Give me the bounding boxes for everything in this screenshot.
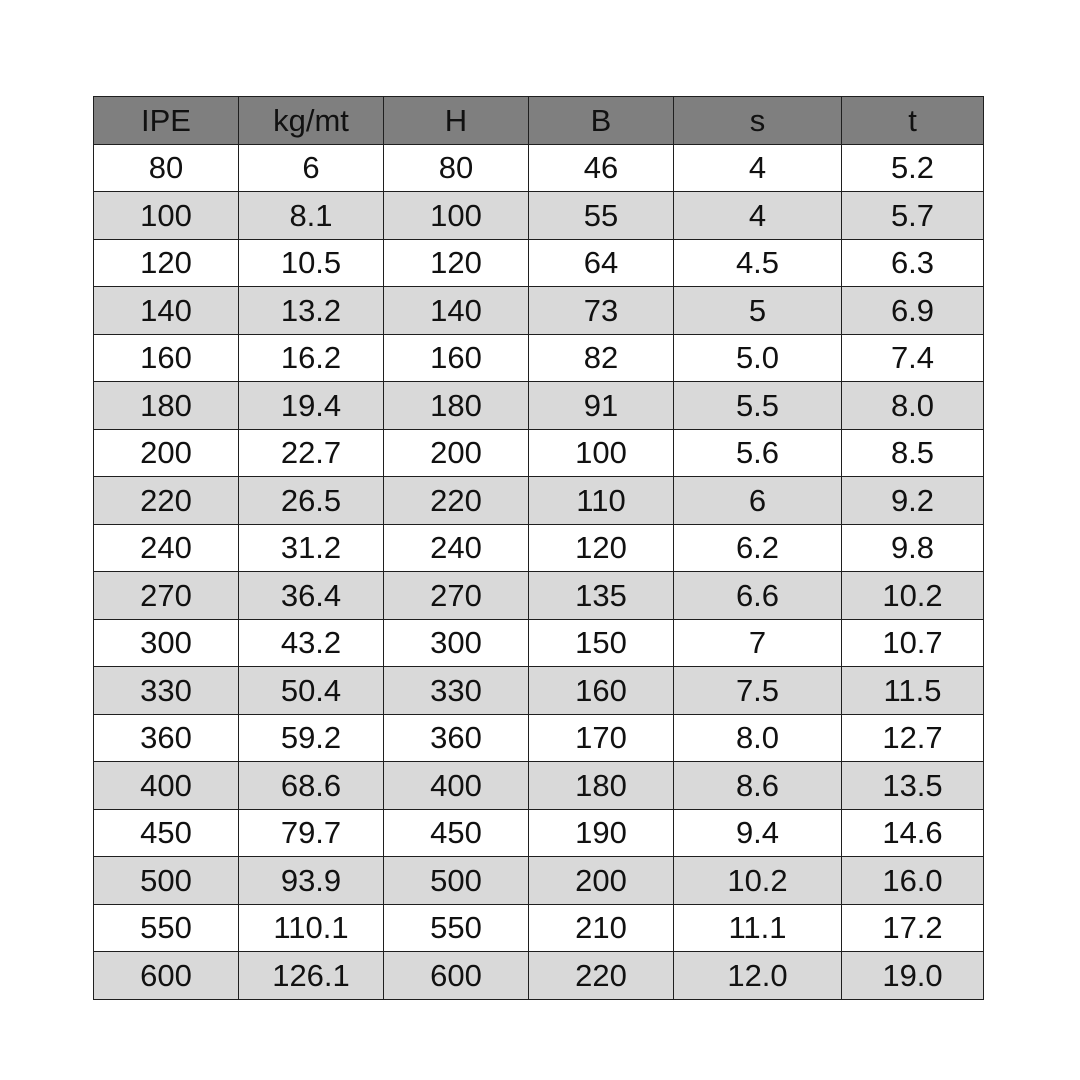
cell-b: 150 xyxy=(529,619,674,667)
table-row xyxy=(94,762,984,810)
cell-s: 5.6 xyxy=(674,429,842,477)
cell-ipe: 140 xyxy=(94,287,239,335)
cell-h: 120 xyxy=(384,239,529,287)
cell-s: 6 xyxy=(674,477,842,525)
cell-h: 220 xyxy=(384,477,529,525)
cell-s: 4 xyxy=(674,144,842,192)
cell-t: 6.3 xyxy=(842,239,984,287)
table-row xyxy=(94,287,984,335)
cell-b: 55 xyxy=(529,192,674,240)
cell-h: 500 xyxy=(384,857,529,905)
cell-b: 64 xyxy=(529,239,674,287)
table-row xyxy=(94,477,984,525)
cell-ipe: 600 xyxy=(94,952,239,1000)
cell-b: 160 xyxy=(529,667,674,715)
cell-h: 100 xyxy=(384,192,529,240)
cell-t: 9.8 xyxy=(842,524,984,572)
table-row xyxy=(94,192,984,240)
cell-s: 7 xyxy=(674,619,842,667)
ipe-profile-table xyxy=(93,96,984,1000)
cell-kg-per-mt: 13.2 xyxy=(239,287,384,335)
cell-s: 5 xyxy=(674,287,842,335)
table-row xyxy=(94,572,984,620)
cell-h: 200 xyxy=(384,429,529,477)
table-row xyxy=(94,619,984,667)
cell-s: 6.2 xyxy=(674,524,842,572)
cell-b: 91 xyxy=(529,382,674,430)
cell-kg-per-mt: 50.4 xyxy=(239,667,384,715)
cell-b: 135 xyxy=(529,572,674,620)
cell-b: 46 xyxy=(529,144,674,192)
cell-t: 7.4 xyxy=(842,334,984,382)
header-s: s xyxy=(674,97,842,145)
cell-h: 160 xyxy=(384,334,529,382)
cell-s: 8.6 xyxy=(674,762,842,810)
cell-ipe: 270 xyxy=(94,572,239,620)
header-h: H xyxy=(384,97,529,145)
cell-kg-per-mt: 26.5 xyxy=(239,477,384,525)
cell-t: 13.5 xyxy=(842,762,984,810)
header-b: B xyxy=(529,97,674,145)
cell-s: 5.5 xyxy=(674,382,842,430)
cell-ipe: 450 xyxy=(94,809,239,857)
cell-h: 400 xyxy=(384,762,529,810)
header-t: t xyxy=(842,97,984,145)
cell-b: 100 xyxy=(529,429,674,477)
cell-t: 14.6 xyxy=(842,809,984,857)
cell-kg-per-mt: 10.5 xyxy=(239,239,384,287)
table-row xyxy=(94,667,984,715)
cell-ipe: 80 xyxy=(94,144,239,192)
cell-ipe: 160 xyxy=(94,334,239,382)
cell-t: 10.2 xyxy=(842,572,984,620)
cell-s: 11.1 xyxy=(674,904,842,952)
cell-t: 8.5 xyxy=(842,429,984,477)
cell-t: 16.0 xyxy=(842,857,984,905)
table-row xyxy=(94,524,984,572)
table-row xyxy=(94,714,984,762)
cell-kg-per-mt: 6 xyxy=(239,144,384,192)
cell-ipe: 180 xyxy=(94,382,239,430)
table-row xyxy=(94,334,984,382)
cell-h: 300 xyxy=(384,619,529,667)
header-ipe: IPE xyxy=(94,97,239,145)
cell-b: 170 xyxy=(529,714,674,762)
cell-kg-per-mt: 59.2 xyxy=(239,714,384,762)
cell-s: 12.0 xyxy=(674,952,842,1000)
cell-b: 220 xyxy=(529,952,674,1000)
cell-ipe: 400 xyxy=(94,762,239,810)
cell-s: 4.5 xyxy=(674,239,842,287)
cell-t: 9.2 xyxy=(842,477,984,525)
cell-ipe: 200 xyxy=(94,429,239,477)
table-header xyxy=(94,97,984,145)
cell-t: 6.9 xyxy=(842,287,984,335)
cell-t: 12.7 xyxy=(842,714,984,762)
cell-b: 190 xyxy=(529,809,674,857)
cell-ipe: 100 xyxy=(94,192,239,240)
cell-t: 17.2 xyxy=(842,904,984,952)
cell-h: 600 xyxy=(384,952,529,1000)
table-row xyxy=(94,382,984,430)
cell-b: 180 xyxy=(529,762,674,810)
cell-ipe: 240 xyxy=(94,524,239,572)
cell-kg-per-mt: 43.2 xyxy=(239,619,384,667)
cell-ipe: 500 xyxy=(94,857,239,905)
cell-h: 270 xyxy=(384,572,529,620)
cell-h: 80 xyxy=(384,144,529,192)
cell-b: 120 xyxy=(529,524,674,572)
cell-t: 19.0 xyxy=(842,952,984,1000)
cell-s: 7.5 xyxy=(674,667,842,715)
table-row xyxy=(94,809,984,857)
cell-kg-per-mt: 8.1 xyxy=(239,192,384,240)
cell-ipe: 330 xyxy=(94,667,239,715)
cell-h: 140 xyxy=(384,287,529,335)
cell-h: 330 xyxy=(384,667,529,715)
table-row xyxy=(94,144,984,192)
cell-kg-per-mt: 126.1 xyxy=(239,952,384,1000)
cell-b: 110 xyxy=(529,477,674,525)
cell-h: 360 xyxy=(384,714,529,762)
header-kg-per-mt: kg/mt xyxy=(239,97,384,145)
cell-s: 8.0 xyxy=(674,714,842,762)
cell-t: 10.7 xyxy=(842,619,984,667)
cell-h: 550 xyxy=(384,904,529,952)
table-row xyxy=(94,857,984,905)
cell-s: 5.0 xyxy=(674,334,842,382)
cell-t: 11.5 xyxy=(842,667,984,715)
cell-b: 210 xyxy=(529,904,674,952)
cell-kg-per-mt: 79.7 xyxy=(239,809,384,857)
table-row xyxy=(94,429,984,477)
cell-h: 240 xyxy=(384,524,529,572)
cell-ipe: 550 xyxy=(94,904,239,952)
cell-kg-per-mt: 16.2 xyxy=(239,334,384,382)
cell-kg-per-mt: 22.7 xyxy=(239,429,384,477)
cell-s: 6.6 xyxy=(674,572,842,620)
cell-kg-per-mt: 93.9 xyxy=(239,857,384,905)
header-row xyxy=(94,97,984,145)
cell-ipe: 300 xyxy=(94,619,239,667)
cell-kg-per-mt: 36.4 xyxy=(239,572,384,620)
cell-s: 4 xyxy=(674,192,842,240)
cell-t: 5.7 xyxy=(842,192,984,240)
cell-kg-per-mt: 19.4 xyxy=(239,382,384,430)
cell-kg-per-mt: 110.1 xyxy=(239,904,384,952)
table-row xyxy=(94,239,984,287)
cell-ipe: 120 xyxy=(94,239,239,287)
table-row xyxy=(94,904,984,952)
cell-b: 73 xyxy=(529,287,674,335)
cell-kg-per-mt: 31.2 xyxy=(239,524,384,572)
cell-b: 82 xyxy=(529,334,674,382)
table-body xyxy=(94,144,984,999)
cell-ipe: 360 xyxy=(94,714,239,762)
table-row xyxy=(94,952,984,1000)
cell-h: 180 xyxy=(384,382,529,430)
cell-t: 8.0 xyxy=(842,382,984,430)
cell-h: 450 xyxy=(384,809,529,857)
cell-t: 5.2 xyxy=(842,144,984,192)
cell-ipe: 220 xyxy=(94,477,239,525)
ipe-profile-table-container xyxy=(93,96,984,1000)
cell-s: 10.2 xyxy=(674,857,842,905)
cell-kg-per-mt: 68.6 xyxy=(239,762,384,810)
cell-s: 9.4 xyxy=(674,809,842,857)
cell-b: 200 xyxy=(529,857,674,905)
